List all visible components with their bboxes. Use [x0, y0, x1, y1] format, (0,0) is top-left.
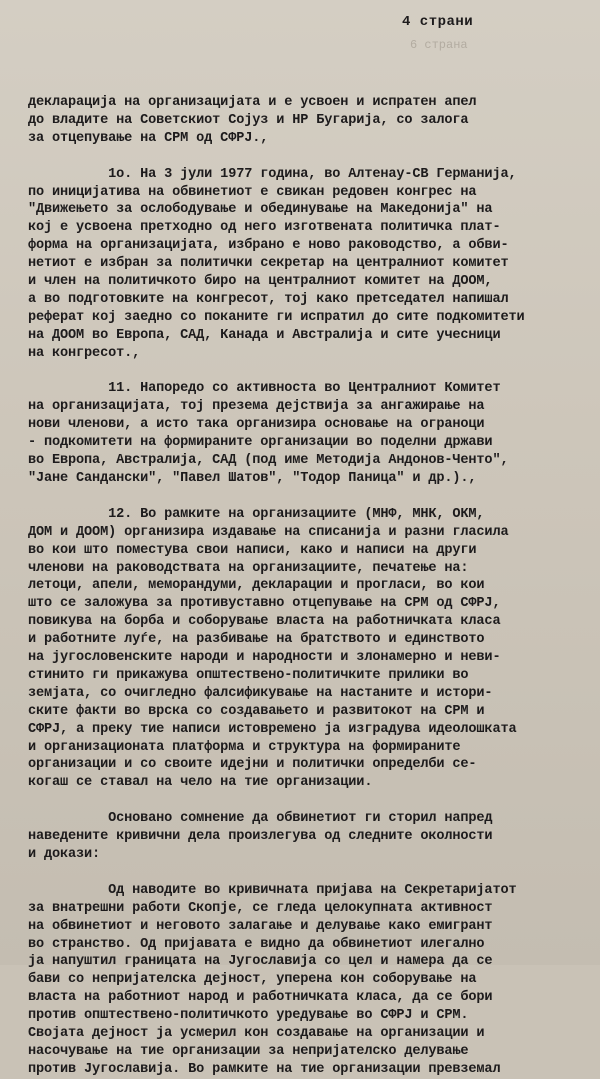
text-line: - подкомитети на формираните организации во поделни држави — [28, 435, 493, 451]
text-line: "Движењето за ослободување и обединување на Македонија" на — [28, 202, 493, 218]
text-line: на ДООМ во Европа, САД, Канада и Австралија и сите учесници — [28, 327, 501, 343]
text-line: и работните луѓе, на разбивање на братството и единството — [28, 632, 485, 648]
text-line: власта на работниот народ и работничката класа, да се бори — [28, 990, 493, 1006]
text-line: нетиот е избран за политички секретар на централниот комитет — [28, 256, 509, 272]
text-line: земјата, со очигледно фалсификување на настаните и истори- — [28, 685, 493, 701]
text-line: по иницијатива на обвинетиот е свикан редовен конгрес на — [28, 184, 477, 200]
document-body — [28, 94, 588, 1079]
text-line: повикува на борба и соборување власта на работничката класа — [28, 614, 501, 630]
text-line: членови на раководствата на организациите, печатење на: — [28, 560, 469, 576]
text-line: 1о. На 3 јули 1977 година, во Алтенау-СВ Германија, — [28, 166, 517, 182]
text-line: когаш се ставал на чело на тие организации. — [28, 775, 373, 791]
text-line: Својата дејност ја усмерил кон создавање на организации и — [28, 1026, 485, 1042]
text-line: во странство. Од пријавата е видно да обвинетиот илегално — [28, 936, 485, 952]
text-line: ДОМ и ДООМ) организира издавање на списанија и разни гласила — [28, 524, 509, 540]
text-line: нови членови, а исто така организира основање на ограноци — [28, 417, 485, 433]
bleed-through-text: 6 страна — [410, 38, 468, 52]
paragraph-gap — [28, 792, 588, 810]
text-line: организации и со своите идејни и политички определби се- — [28, 757, 477, 773]
text-line: наведените кривични дела произлегува од следните околности — [28, 829, 493, 845]
text-line: до владите на Советскиот Сојуз и НР Бугарија, со залога — [28, 112, 469, 128]
paragraph-gap — [28, 363, 588, 381]
text-line: ските факти во врска со создавањето и развитокот на СРМ и — [28, 703, 485, 719]
text-line: летоци, апели, меморандуми, декларации и прогласи, во кои — [28, 578, 485, 594]
text-line: на југословенските народи и народности и злонамерно и неви- — [28, 650, 501, 666]
text-line: Основано сомнение да обвинетиот ги сторил напред — [28, 811, 493, 827]
text-line: реферат кој заедно со поканите ги испратил до сите подкомитети — [28, 309, 525, 325]
text-line: и докази: — [28, 847, 101, 862]
text-line: на конгресот., — [28, 345, 141, 361]
text-line: 11. Напоредо со активноста во Централниот Комитет — [28, 381, 501, 397]
paragraph-gap — [28, 148, 588, 166]
text-line: на обвинетиот и неговото залагање и делување како емигрант — [28, 918, 493, 934]
page-number: 4 страни — [402, 14, 474, 30]
paragraph-gap — [28, 488, 588, 506]
text-line: и организационата платформа и структура на формираните — [28, 739, 461, 755]
text-line: ја напуштил границата на Југославија со цел и намера да се — [28, 954, 493, 970]
text-line: а во подготовките на конгресот, тој како претседател напишал — [28, 291, 509, 307]
text-line: и член на политичкото биро на централниот комитет на ДООМ, — [28, 274, 493, 290]
text-line: на организацијата, тој презема дејствија за ангажирање на — [28, 399, 485, 415]
text-line: во Европа, Австралија, САД (под име Методија Андонов-Ченто", — [28, 453, 509, 469]
text-line: декларација на организацијата и е усвоен и испратен апел — [28, 95, 477, 110]
text-line: што се заложува за противуставно отцепување на СРМ од СФРЈ, — [28, 596, 501, 612]
text-line: бави со непријателска дејност, уперена кон соборување на — [28, 972, 477, 988]
text-line: против општествено-политичкото уредување во СФРЈ и СРМ. — [28, 1008, 469, 1024]
text-line: насочување на тие организации за непријателско делување — [28, 1043, 469, 1059]
text-line: кој е усвоена претходно од него изготвената политичка плат- — [28, 220, 501, 236]
text-line: за отцепување на СРМ од СФРЈ., — [28, 130, 269, 146]
text-line: форма на организацијата, избрано е ново раководство, а обви- — [28, 238, 509, 254]
text-line: за внатрешни работи Скопје, се гледа целокупната активност — [28, 900, 493, 916]
text-line: "Јане Сандански", "Павел Шатов", "Тодор Паница" и др.)., — [28, 471, 477, 486]
text-line: стинито ги прикажува општествено-политичките прилики во — [28, 667, 469, 683]
text-line: во кои што поместува свои написи, како и написи на други — [28, 542, 477, 558]
text-line: против Југославија. Во рамките на тие организации превземал — [28, 1061, 501, 1077]
text-line: Од наводите во кривичната пријава на Секретаријатот — [28, 882, 517, 898]
text-line: 12. Во рамките на организациите (МНФ, МНК, ОКМ, — [28, 506, 485, 522]
paragraph-gap — [28, 864, 588, 882]
text-line: СФРЈ, а преку тие написи истовремено ја изградува идеолошката — [28, 721, 517, 737]
